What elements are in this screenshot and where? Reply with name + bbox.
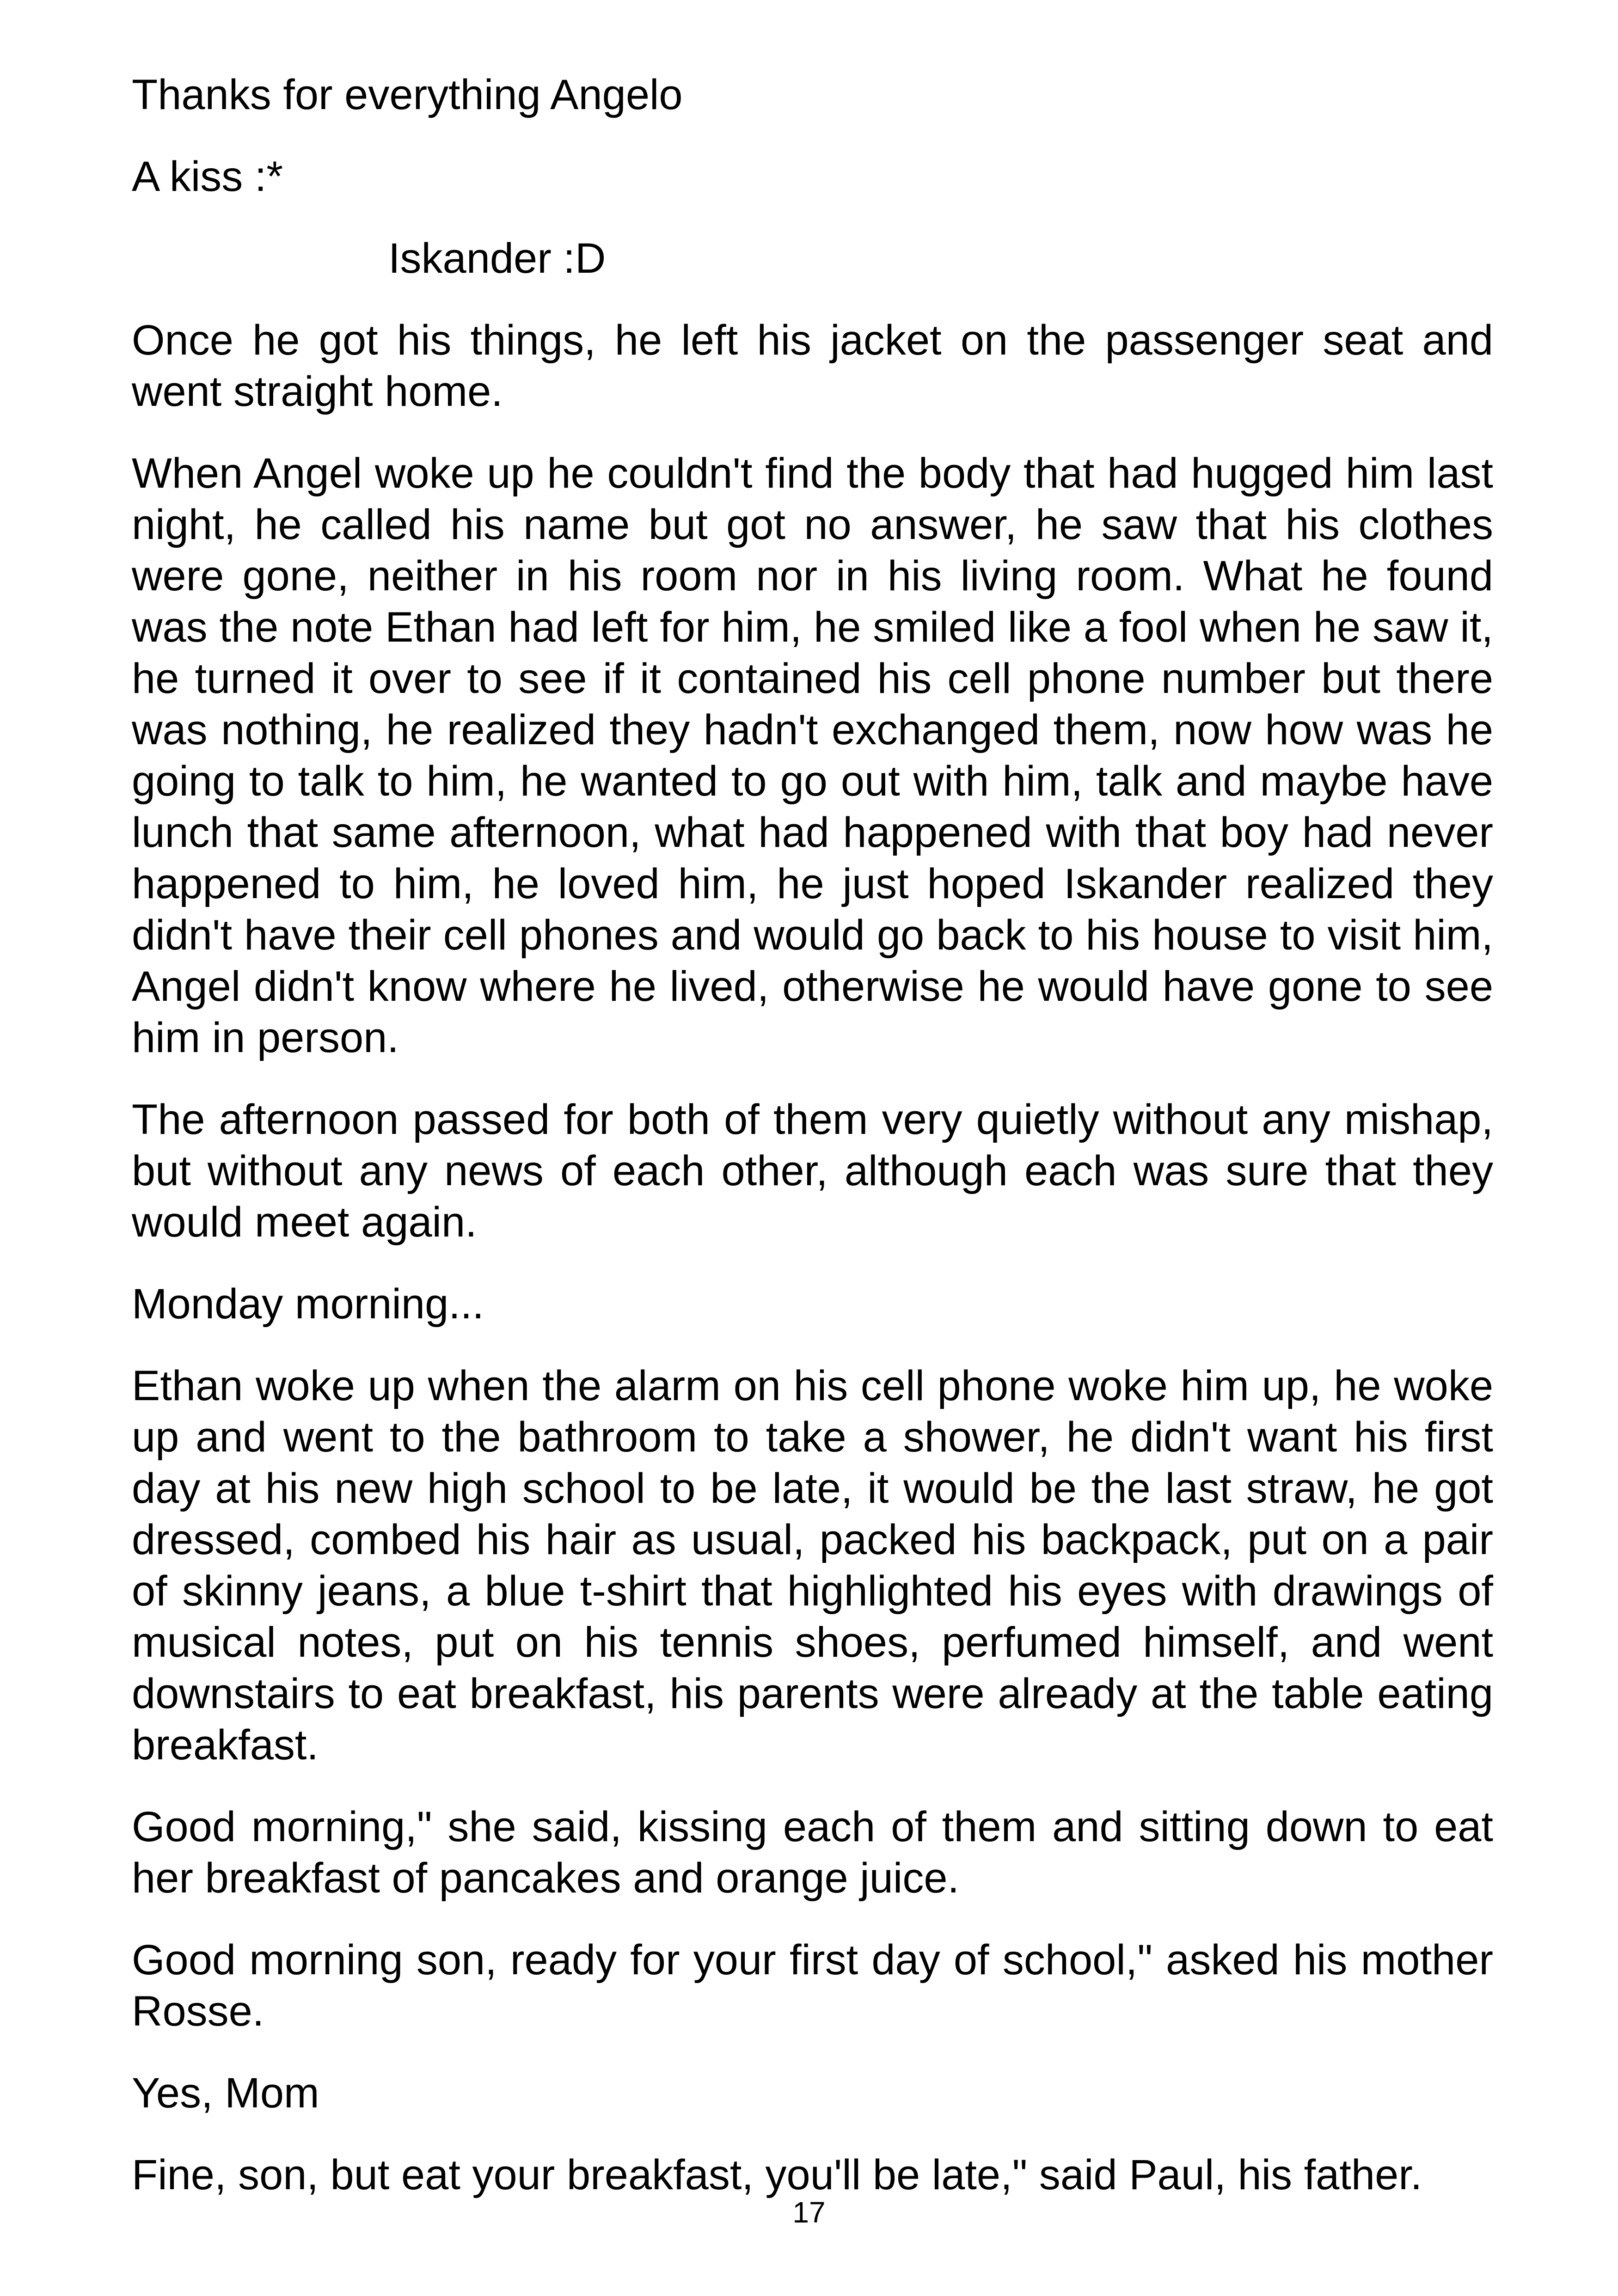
paragraph: Once he got his things, he left his jacket on the passenger seat and went straight home. [132, 317, 1493, 415]
paragraph: Ethan woke up when the alarm on his cell phone woke him up, he woke up and went to the bathroom to take a shower, he didn't want his first day at his new high school to be late, it would be the last straw, he got dressed, combed his hair as usual, packed his backpack, put on a pair of skinny jeans, a blue t-shirt that highlighted his eyes with drawings of musical notes, put on his tennis shoes, perfumed himself, and went downstairs to eat breakfast, his parents were already at the table eating breakfast. [132, 1362, 1493, 1769]
letter-signature: Iskander :D [388, 235, 606, 282]
paragraph: Good morning son, ready for your first day of school," asked his mother Rosse. [132, 1936, 1493, 2035]
paragraph: Good morning," she said, kissing each of them and sitting down to eat her breakfast of pancakes and orange juice. [132, 1803, 1493, 1902]
paragraph: Fine, son, but eat your breakfast, you'll be late," said Paul, his father. [132, 2151, 1422, 2198]
paragraph: Yes, Mom [132, 2069, 319, 2117]
letter-kiss-line: A kiss :* [132, 153, 283, 200]
page-body [132, 69, 1493, 2231]
page-number: 17 [792, 2196, 826, 2229]
paragraph: When Angel woke up he couldn't find the body that had hugged him last night, he called his name but got no answer, he saw that his clothes were gone, neither in his room nor in his living room. What he found was the note Ethan had left for him, he smiled like a fool when he saw it, he turned it over to see if it contained his cell phone number but there was nothing, he realized they hadn't exchanged them, now how was he going to talk to him, he wanted to go out with him, talk and maybe have lunch that same afternoon, what had happened with that boy had never happened to him, he loved him, he just hoped Iskander realized they didn't have their cell phones and would go back to his house to visit him, Angel didn't know where he lived, otherwise he would have gone to see him in person. [132, 450, 1493, 1061]
section-heading: Monday morning... [132, 1280, 484, 1328]
letter-closing-line: Thanks for everything Angelo [132, 71, 683, 118]
paragraph: The afternoon passed for both of them very quietly without any mishap, but without any news of each other, although each was sure that they would meet again. [132, 1096, 1493, 1246]
